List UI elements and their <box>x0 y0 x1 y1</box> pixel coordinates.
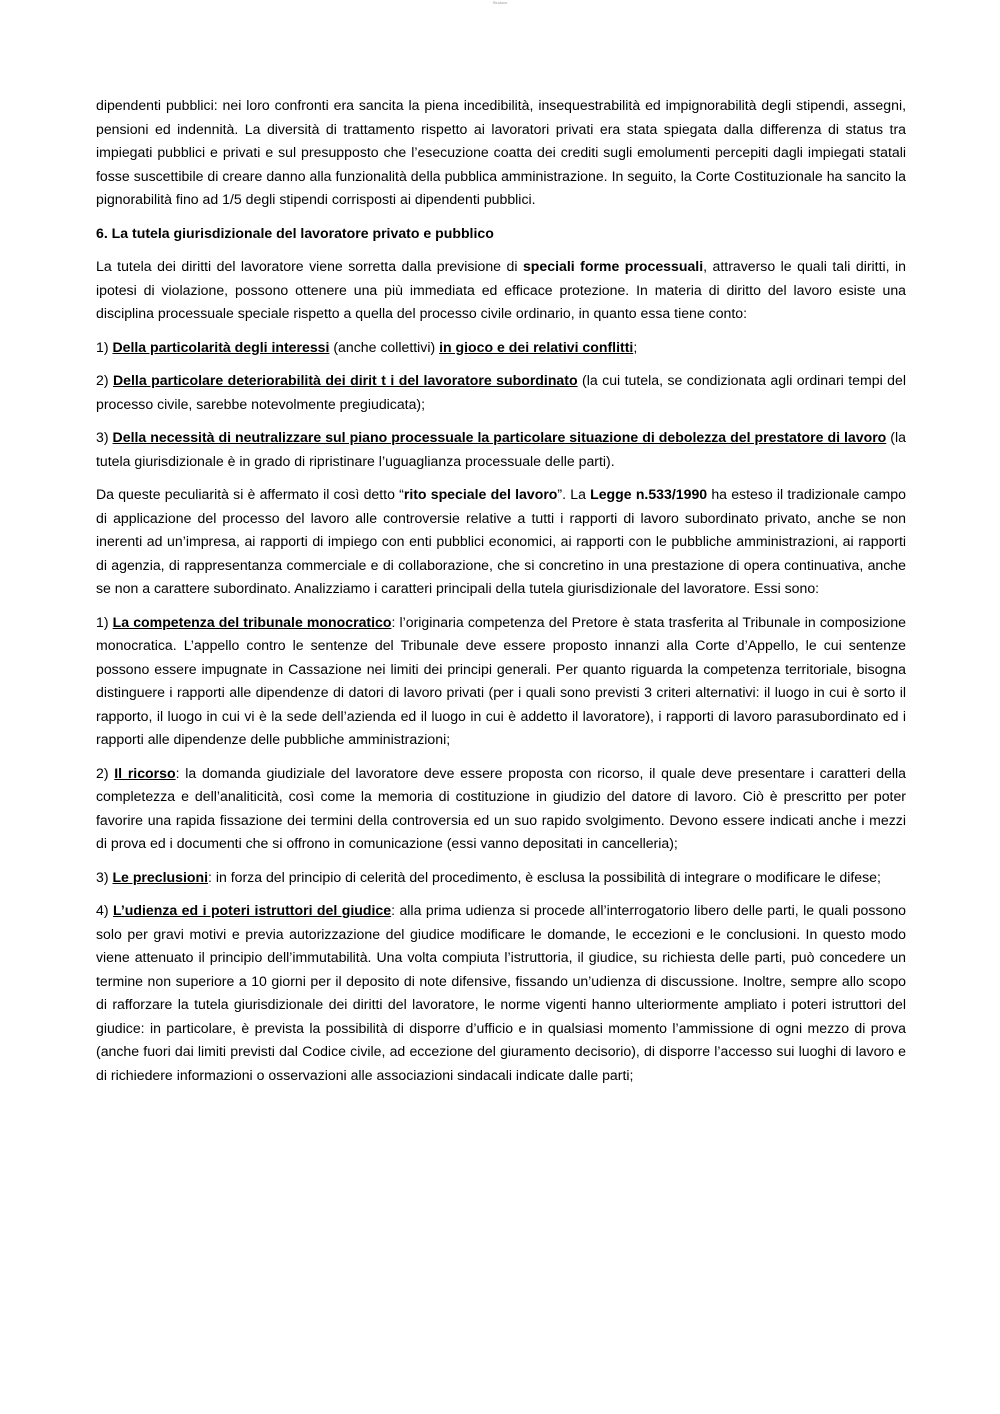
need-item-2 <box>96 369 906 416</box>
item-number: 3) <box>96 868 113 885</box>
text: ha esteso il tradizionale campo di applicazione del processo del lavoro alle controversie relative a tutti i rapporti di lavoro subordinato privato, anche se non inerenti ad un’impresa, ai rapporti di impiego con enti pubblici economici, ai rapporti con le pubbliche amministrazioni, ai rapporti di agenzia, di rappresentanza commerciale e di collaborazione, che si concretino in una prestazione di opera continuativa, anche se non a carattere subordinato. Analizziamo i caratteri principali della tutela giurisdizionale del lavoratore. Essi sono: <box>96 486 906 596</box>
feature-title: L’udienza ed i poteri istruttori del giudice <box>113 902 392 918</box>
text: , attraverso le quali tali diritti, in ipotesi di violazione, possono ottenere una più immediata ed efficace protezione. In materia di diritto del lavoro esiste una disciplina processuale speciale rispetto a quella del processo civile ordinario, in quanto essa tiene conto: <box>96 258 906 321</box>
feature-title: Il ricorso <box>114 764 176 781</box>
bold-text: speciali forme processuali <box>522 258 704 274</box>
item-number: 3) <box>96 429 113 445</box>
feature-text: : la domanda giudiziale del lavoratore deve essere proposta con ricorso, il quale deve presentare i caratteri della completezza e dell’analiticità, così come la memoria di costituzione in giudizio del datore di lavoro. Ciò è prescritto per poter favorire una rapida fissazione dei termini della controversia ed un suo rapido svolgimento. Devono essere indicati anche i mezzi di prova ed i documenti che si offrono in comunicazione (essi vanno depositati in cancelleria); <box>96 764 907 851</box>
header-watermark: Studocu <box>492 0 508 5</box>
text: ”. La <box>557 486 591 502</box>
item-number: 4) <box>96 902 113 918</box>
need-item-3 <box>96 426 906 473</box>
feature-item-3 <box>96 866 906 890</box>
bold-text: rito speciale del lavoro <box>403 486 558 502</box>
feature-text: : in forza del principio di celerità del procedimento, è esclusa la possibilità di integrare o modificare le difese; <box>208 868 881 885</box>
feature-title: La competenza del tribunale monocratico <box>112 613 392 630</box>
bold-underlined-text: Della particolarità degli interessi <box>112 338 330 355</box>
bold-underlined-text: in gioco e dei relativi conflitti <box>439 338 634 355</box>
bold-text: Legge n.533/1990 <box>590 486 708 502</box>
feature-item-1 <box>96 611 906 752</box>
feature-item-4 <box>96 899 906 1087</box>
text: La tutela dei diritti del lavoratore viene sorretta dalla previsione di <box>96 258 523 274</box>
text: ; <box>633 338 638 355</box>
item-number: 2) <box>96 372 113 388</box>
paragraph-processual-forms <box>96 255 906 326</box>
text: (la cui tutela, se condizionata agli ordinari tempi del processo civile, sarebbe notevolmente pregiudicata); <box>96 372 906 412</box>
need-item-1 <box>96 336 906 360</box>
item-number: 1) <box>96 613 113 630</box>
item-number: 2) <box>96 764 115 781</box>
feature-title: Le preclusioni <box>112 868 208 885</box>
intro-paragraph: dipendenti pubblici: nei loro confronti era sancita la piena incedibilità, insequestrabilità ed impignorabilità degli stipendi, assegni, pensioni ed indennità. La diversità di trattamento rispetto ai lavoratori privati era stata spiegata dalla differenza di status tra impiegati pubblici e privati e sul presupposto che l’esecuzione coatta dei crediti sugli emolumenti percepiti dagli impiegati statali fosse suscettibile di creare danno alla funzionalità della pubblica amministrazione. In seguito, la Corte Costituzionale ha sancito la pignorabilità fino ad 1/5 degli stipendi corrisposti ai dipendenti pubblici. <box>96 97 906 207</box>
text: (anche collettivi) <box>329 338 440 355</box>
paragraph-rito-speciale <box>96 483 906 601</box>
bold-underlined-text: Della necessità di neutralizzare sul piano processuale la particolare situazione di debolezza del prestatore di lavoro <box>112 429 887 445</box>
bold-underlined-text: Della particolare deteriorabilità dei dirit t i del lavoratore subordinato <box>113 372 578 388</box>
text: (la tutela giurisdizionale è in grado di ripristinare l’uguaglianza processuale delle parti). <box>96 429 906 469</box>
feature-text: : l’originaria competenza del Pretore è stata trasferita al Tribunale in composizione monocratica. L’appello contro le sentenze del Tribunale deve essere proposto innanzi alla Corte d’Appello, le cui sentenze possono essere impugnate in Cassazione nei limiti dei principi generali. Per quanto riguarda la competenza territoriale, bisogna distinguere i rapporti alle dipendenze di datori di lavoro privati (per i quali sono previsti 3 criteri alternativi: il luogo in cui è sorto il rapporto, il luogo in cui vi è la sede dell’azienda ed il luogo in cui è addetto il lavoratore), i rapporti di lavoro parasubordinato ed i rapporti alle dipendenze delle pubbliche amministrazioni; <box>96 613 906 747</box>
text: Da queste peculiarità si è affermato il così detto “ <box>96 486 404 502</box>
document-page <box>96 94 906 1097</box>
item-number: 1) <box>96 338 113 355</box>
feature-text: : alla prima udienza si procede all’interrogatorio libero delle parti, le quali possono solo per gravi motivi e previa autorizzazione del giudice modificare le domande, le eccezioni e le conclusioni. In questo modo viene attenuato il principio dell’immutabilità. Una volta compiuta l’istruttoria, il giudice, su richiesta delle parti, può concedere un termine non superiore a 10 giorni per il deposito di note difensive, fissando un’udienza di discussione. Inoltre, sempre allo scopo di rafforzare la tutela giurisdizionale dei diritti del lavoratore, le norme vigenti hanno ulteriormente ampliato i poteri istruttori del giudice: in particolare, è prevista la possibilità di disporre d’ufficio e in qualsiasi momento l’ammissione di ogni mezzo di prova (anche fuori dai limiti previsti dal Codice civile, ad eccezione del giuramento decisorio), di disporre l’accesso sui luoghi di lavoro e di richiedere informazioni o osservazioni alle associazioni sindacali indicate dalle parti; <box>96 902 907 1083</box>
feature-item-2 <box>96 762 906 856</box>
section-heading: 6. La tutela giurisdizionale del lavoratore privato e pubblico <box>96 224 494 241</box>
